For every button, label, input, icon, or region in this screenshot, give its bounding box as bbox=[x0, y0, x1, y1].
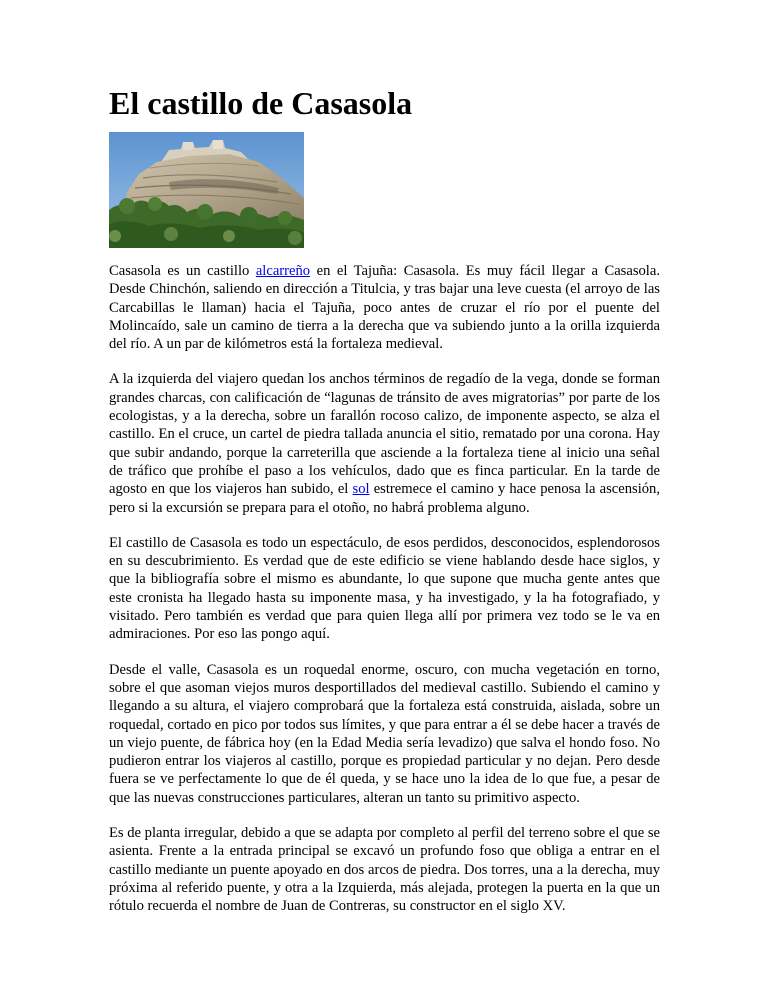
paragraph-4: Desde el valle, Casasola es un roquedal enorme, oscuro, con mucha vegetación en torno, sobre el que asoman viejos muros desportillados del medieval castillo. Subiendo el camino y llegando a su altura, el viajero comprobará que la fortaleza está construida, aislada, sobre un roquedal, cortado en pico por todos sus límites, y que para entrar a él se debe hacer a través de un viejo puente, de fábrica hoy (en la Edad Media sería levadizo) que salva el hondo foso. No pudieron entrar los viajeros al castillo, porque es propiedad particular y no dejan. Pero desde fuera se ve perfectamente lo que de él queda, y se hace uno la idea de lo que fue, a pesar de que las nuevas construcciones particulares, alteran un tanto su primitivo aspecto. bbox=[109, 661, 660, 806]
paragraph-1-text-start: Casasola es un castillo bbox=[109, 263, 256, 279]
paragraph-3: El castillo de Casasola es todo un espectáculo, de esos perdidos, desconocidos, esplendorosos en su descubrimiento. Es verdad que de este edificio se viene hablando desde hace siglos, y que la bibliografía sobre el mismo es abundante, lo que supone que mucha gente antes que este cronista ha llegado hasta su imponente masa, y ha investigado, y la ha fotografiado, y visitado. Pero también es verdad que para quien llega allí por primera vez todo se le va en admiraciones. Por eso las pongo aquí. bbox=[109, 534, 660, 643]
paragraph-2-text-start: A la izquierda del viajero quedan los anchos términos de regadío de la vega, donde se forman grandes charcas, con calificación de “lagunas de tránsito de aves migratorias” por parte de los ecologistas, y a la derecha, sobre un farallón rocoso calizo, de imponente aspecto, se alza el castillo. En el cruce, un cartel de piedra tallada anuncia el sitio, rematado por una corona. Hay que subir andando, porque la carreterilla que asciende a la fortaleza tiene al inicio una señal de tráfico que prohíbe el paso a los vehículos, dado que es finca particular. En la tarde de agosto en que los viajeros han subido, el bbox=[109, 371, 660, 498]
paragraph-2 bbox=[109, 370, 660, 516]
paragraph-5: Es de planta irregular, debido a que se adapta por completo al perfil del terreno sobre el que se asienta. Frente a la entrada principal se excavó un profundo foso que obliga a entrar en el castillo mediante un puente apoyado en dos arcos de piedra. Dos torres, una a la derecha, muy próxima al referido puente, y otra a la Izquierda, más alejada, protegen la puerta en la que un rótulo recuerda el nombre de Juan de Contreras, su constructor en el siglo XV. bbox=[109, 825, 660, 915]
link-alcarreno[interactable]: alcarreño bbox=[255, 263, 311, 279]
link-sol[interactable]: sol bbox=[352, 481, 370, 498]
paragraph-2-text-end: estremece el camino y hace penosa la ascensión, pero si la excursión se prepara para el otoño, no habrá problema alguno. bbox=[109, 481, 660, 516]
page-title: El castillo de Casasola bbox=[109, 85, 413, 121]
castle-photo bbox=[109, 132, 304, 248]
article-body bbox=[109, 262, 660, 933]
paragraph-1 bbox=[109, 262, 660, 353]
paragraph-1-text-end: en el Tajuña: Casasola. Es muy fácil llegar a Casasola. Desde Chinchón, saliendo en dirección a Titulcia, y tras bajar una leve cuesta (el arroyo de las Carcabillas le llaman) hacia el Tajuña, poco antes de cruzar el río por el puente del Molincaído, sale un camino de tierra a la derecha que va subiendo junto a la orilla izquierda del río. A un par de kilómetros está la fortaleza medieval. bbox=[109, 263, 660, 353]
